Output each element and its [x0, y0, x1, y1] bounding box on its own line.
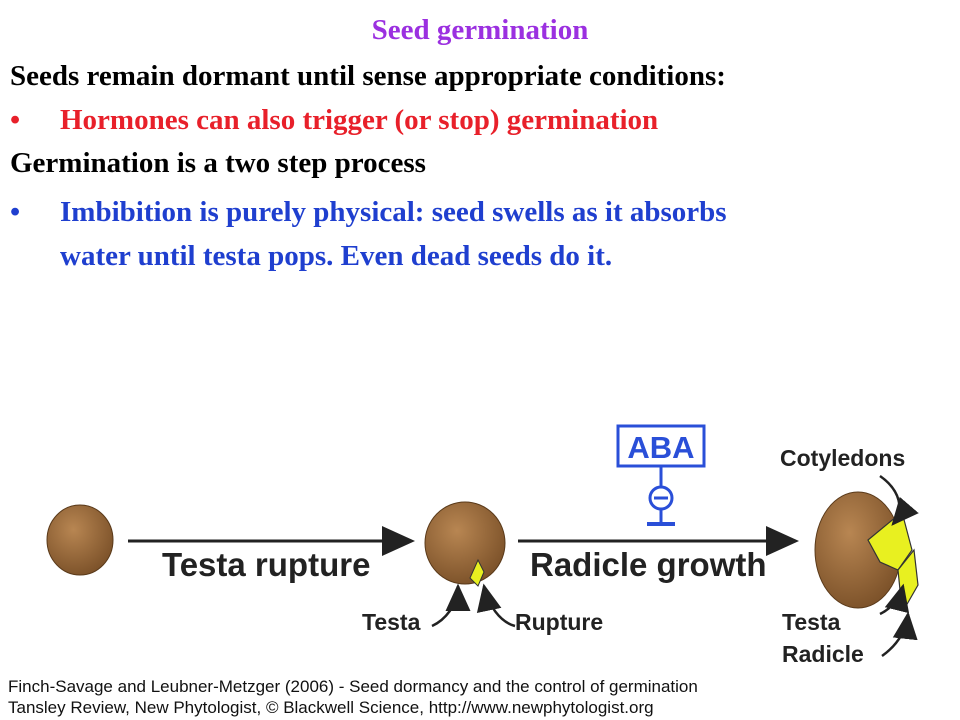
bullet-symbol: • — [10, 196, 21, 228]
credit-line-1: Finch-Savage and Leubner-Metzger (2006) - Seed dormancy and the control of germination — [8, 677, 698, 696]
radicle-label: Radicle — [782, 641, 864, 667]
rupture-label: Rupture — [515, 609, 604, 635]
bullet-imbibition-text-1: Imbibition is purely physical: seed swells as it absorbs — [60, 196, 727, 228]
ruptured-seed — [425, 502, 505, 584]
bullet-hormones — [10, 102, 950, 138]
testa-label-2: Testa — [782, 609, 841, 635]
bullet-hormones-text: Hormones can also trigger (or stop) germination — [60, 104, 659, 136]
cotyledons-label: Cotyledons — [780, 445, 906, 471]
step-radicle-growth-label: Radicle growth — [530, 546, 767, 583]
testa-label-1: Testa — [362, 609, 421, 635]
bullet-imbibition-text-2: water until testa pops. Even dead seeds do it. — [60, 240, 613, 272]
step-testa-rupture-label: Testa rupture — [162, 546, 371, 583]
two-step-line: Germination is a two step process — [10, 147, 426, 179]
dry-seed — [47, 505, 113, 575]
slide-title: Seed germination — [371, 14, 589, 46]
germination-diagram — [0, 400, 960, 720]
bullet-imbibition — [10, 194, 950, 230]
intro-line: Seeds remain dormant until sense appropriate conditions: — [10, 60, 726, 92]
aba-label: ABA — [627, 430, 695, 465]
bullet-symbol: • — [10, 104, 21, 136]
credit-line-2: Tansley Review, New Phytologist, © Blackwell Science, http://www.newphytologist.org — [8, 698, 654, 717]
